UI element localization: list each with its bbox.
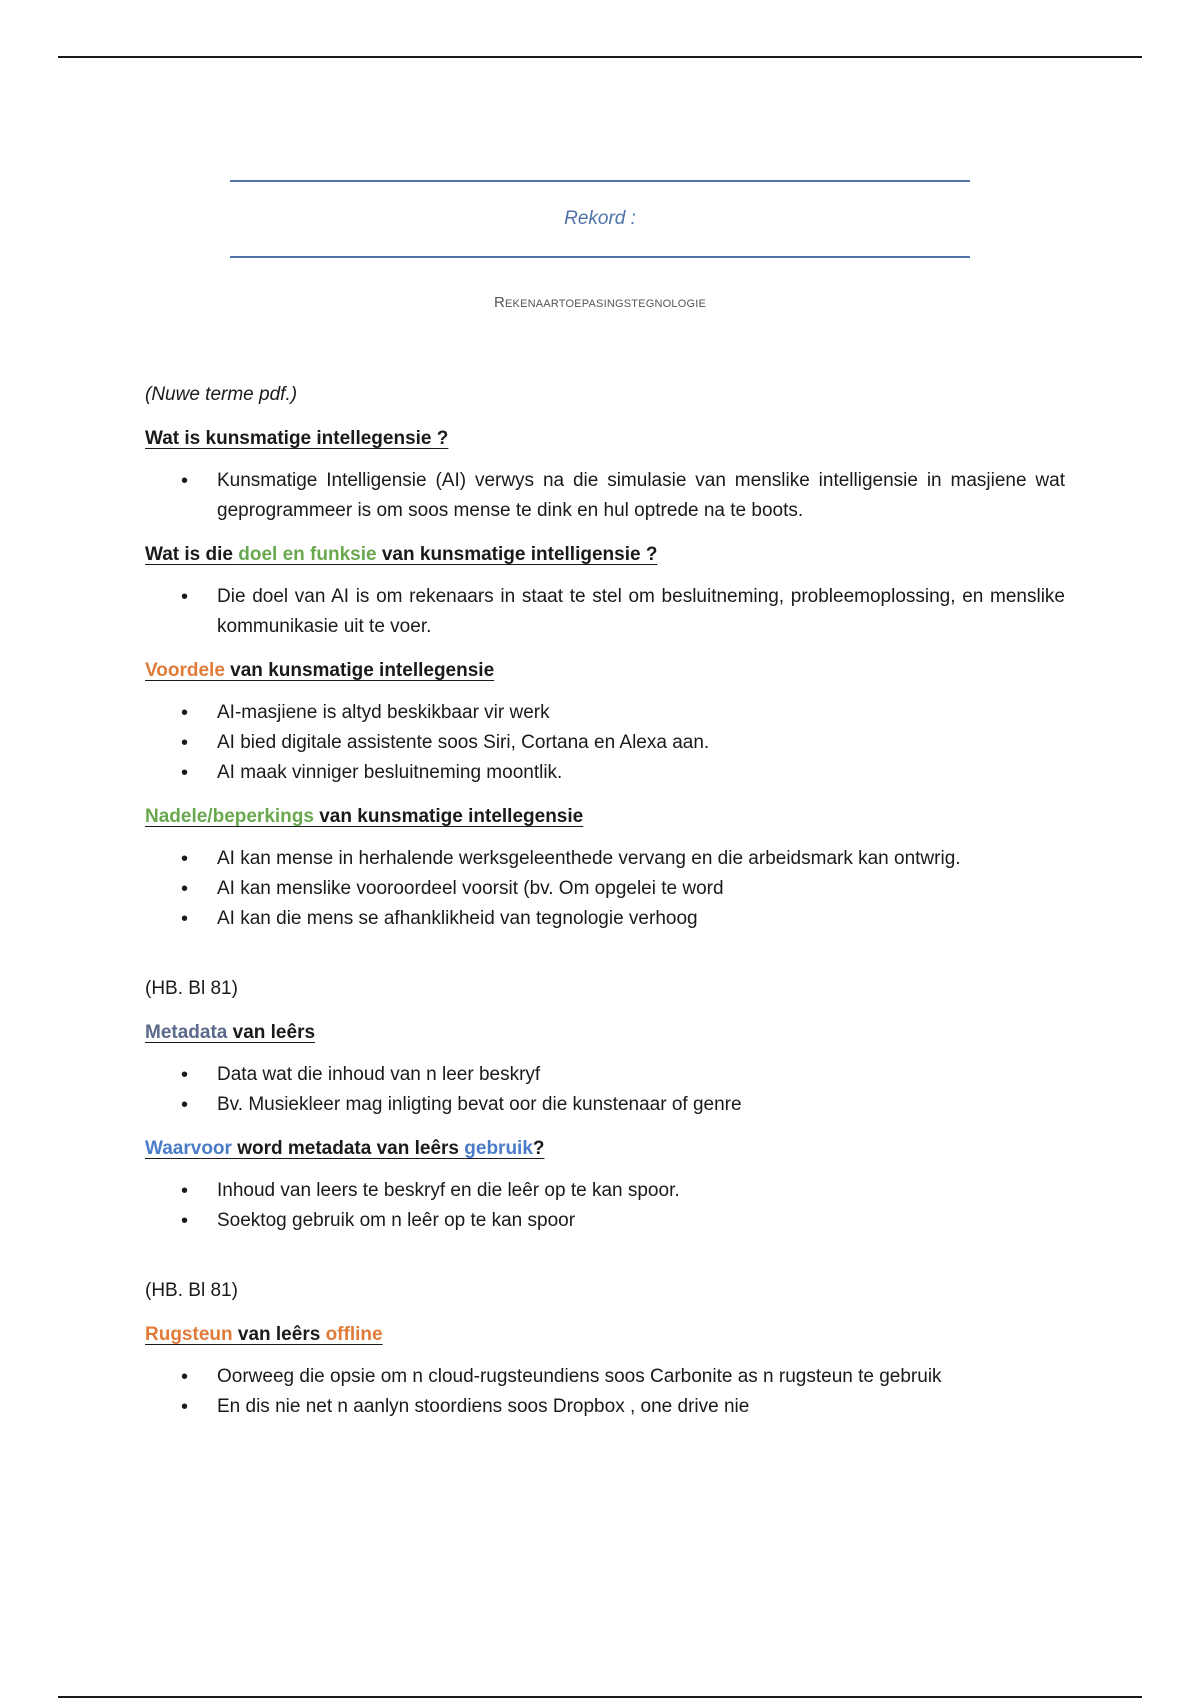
list-item: • AI bied digitale assistente soos Siri, Cortana en Alexa aan.: [145, 728, 1065, 758]
heading-what-is-ai: [145, 424, 1065, 454]
note-source: (Nuwe terme pdf.): [145, 384, 298, 405]
list-item: • AI kan menslike vooroordeel voorsit (bv. Om opgelei te word: [145, 874, 1065, 904]
title-block: [230, 180, 970, 258]
page-top-rule: [58, 56, 1142, 58]
bullet-list-backup: [145, 1362, 1065, 1422]
list-item: • AI kan die mens se afhanklikheid van tegnologie verhoog: [145, 904, 1065, 934]
heading-metadata-usage: [145, 1134, 1065, 1164]
heading-part: van leêrs: [227, 1022, 316, 1043]
list-item: • AI-masjiene is altyd beskikbaar vir werk: [145, 698, 1065, 728]
heading-part-highlight: Metadata: [145, 1022, 228, 1043]
heading-part: van leêrs: [232, 1324, 326, 1345]
list-item: • AI maak vinniger besluitneming moontlik.: [145, 758, 1065, 788]
list-item: • Oorweeg die opsie om n cloud-rugsteundiens soos Carbonite as n rugsteun te gebruik: [145, 1362, 1065, 1392]
note-reference: (HB. Bl 81): [145, 1280, 238, 1301]
list-item: • Soektog gebruik om n leêr op te kan spoor: [145, 1206, 1065, 1236]
list-item: • Bv. Musiekleer mag inligting bevat oor die kunstenaar of genre: [145, 1090, 1065, 1120]
bullet-list-purpose: [145, 582, 1065, 642]
bullet-list-metadata: [145, 1060, 1065, 1120]
heading-part-highlight: Rugsteun: [145, 1324, 233, 1345]
page-bottom-rule: [58, 1696, 1142, 1698]
heading-part: ?: [532, 1138, 545, 1159]
heading-advantages: [145, 656, 1065, 686]
heading-part-highlight: Voordele: [145, 660, 225, 681]
bullet-list-ai-definition: [145, 466, 1065, 526]
heading-part: word metadata van leêrs: [231, 1138, 465, 1159]
heading-part: van kunsmatige intellegensie: [224, 660, 495, 681]
heading-part: van kunsmatige intelligensie ?: [376, 544, 658, 565]
heading-part: Wat is kunsmatige intellegensie ?: [145, 428, 449, 449]
list-item: • En dis nie net n aanlyn stoordiens soos Dropbox , one drive nie: [145, 1392, 1065, 1422]
list-item: • AI kan mense in herhalende werksgeleenthede vervang en die arbeidsmark kan ontwrig.: [145, 844, 1065, 874]
heading-disadvantages: [145, 802, 1065, 832]
bullet-list-metadata-usage: [145, 1176, 1065, 1236]
page-subtitle: Rekenaartoepasingstegnologie: [493, 294, 707, 311]
heading-metadata: [145, 1018, 1065, 1048]
heading-backup: [145, 1320, 1065, 1350]
heading-part: Wat is die: [145, 544, 239, 565]
list-item: • Kunsmatige Intelligensie (AI) verwys na die simulasie van menslike intelligensie in masjiene wat geprogrammeer is om soos mense te dink en hul optrede na te boots.: [145, 466, 1065, 526]
bullet-list-advantages: [145, 698, 1065, 788]
bullet-list-disadvantages: [145, 844, 1065, 934]
heading-purpose-function: [145, 540, 1065, 570]
heading-part-highlight: gebruik: [464, 1138, 533, 1159]
heading-part-highlight: Nadele/beperkings: [145, 806, 314, 827]
note-reference: (HB. Bl 81): [145, 978, 238, 999]
heading-part: van kunsmatige intellegensie: [313, 806, 584, 827]
heading-part-highlight: Waarvoor: [145, 1138, 232, 1159]
list-item: • Inhoud van leers te beskryf en die leêr op te kan spoor.: [145, 1176, 1065, 1206]
document-body: [145, 380, 1065, 1436]
heading-part-highlight: doel en funksie: [238, 544, 377, 565]
list-item: • Data wat die inhoud van n leer beskryf: [145, 1060, 1065, 1090]
page-title: Rekord :: [564, 208, 636, 229]
heading-part-highlight: offline: [325, 1324, 383, 1345]
list-item: • Die doel van AI is om rekenaars in staat te stel om besluitneming, probleemoplossing, en menslike kommunikasie uit te voer.: [145, 582, 1065, 642]
